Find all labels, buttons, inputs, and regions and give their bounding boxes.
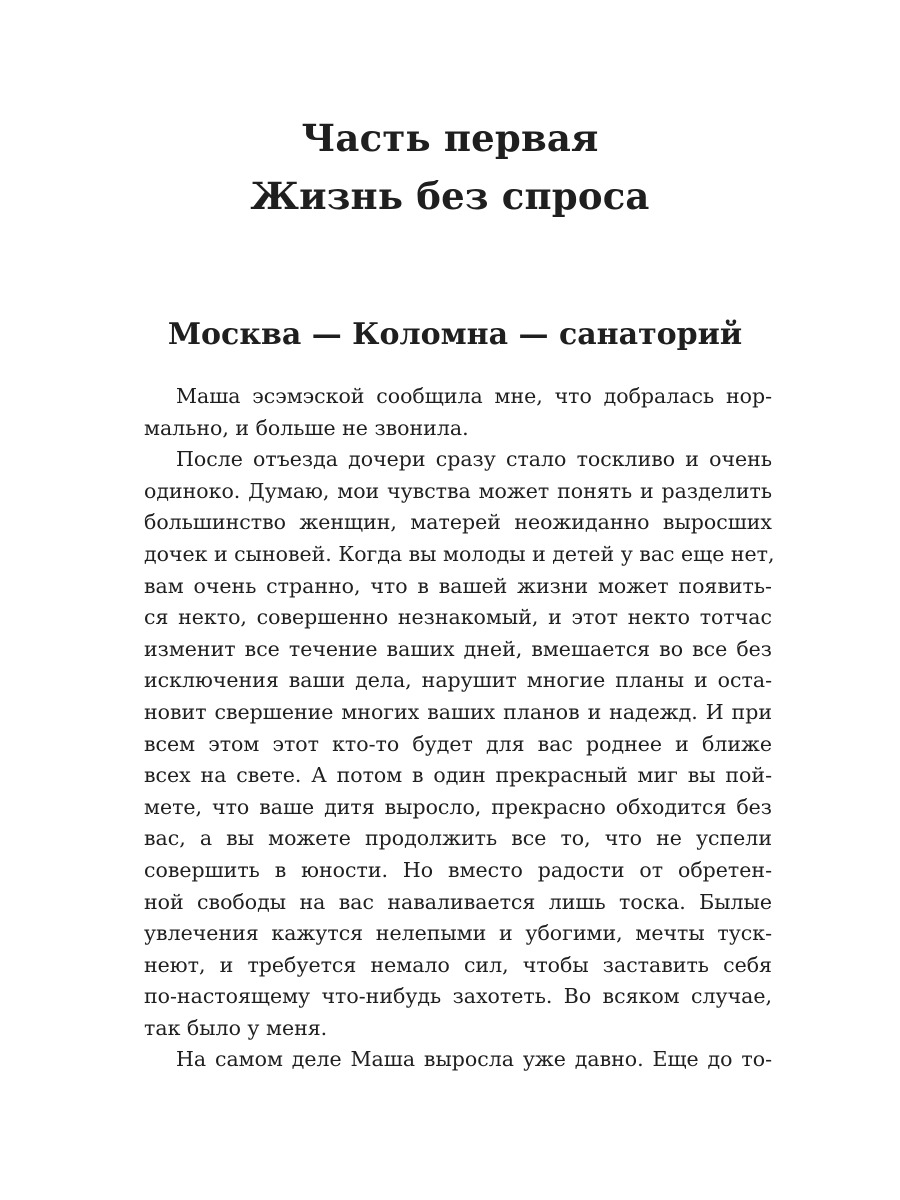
text-line: На самом деле Маша выросла уже давно. Еще до то- [176,1047,772,1072]
text-line: Маша эсэмэской сообщила мне, что добралась нор- [176,384,772,408]
text-line: После отъезда дочери сразу стало тоскливо и очень [176,447,772,472]
text-line: большинство женщин, матерей неожиданно выросших [144,510,772,535]
chapter-title: Москва — Коломна — санаторий [167,317,743,352]
part-subtitle: Жизнь без спроса [250,174,650,218]
body-text [144,381,775,1076]
text-line: неют, и требуется немало сил, чтобы заставить себя [144,952,772,977]
text-line: вас, а вы можете продолжить все то, что не успели [144,826,772,851]
text-line: так было у меня. [144,1015,328,1040]
text-line: совершить в юности. Но вместо радости от обретен- [144,857,772,882]
text-line: новит свершение многих ваших планов и надежд. И при [144,699,772,724]
text-line: по-настоящему что-нибудь захотеть. Во всяком случае, [144,984,772,1009]
text-line: исключения ваши дела, нарушит многие планы и оста- [144,668,772,693]
text-line: увлечения кажутся нелепыми и убогими, мечты туск- [144,921,772,946]
text-line: всем этом этот кто-то будет для вас роднее и ближе [144,731,772,756]
text-line: дочек и сыновей. Когда вы молоды и детей у вас еще нет, [144,541,775,566]
text-line: всех на свете. А потом в один прекрасный миг вы пой- [144,763,772,788]
text-line: мально, и больше не звонила. [144,415,469,440]
text-line: вам очень странно, что в вашей жизни может появить- [144,573,772,598]
text-line: изменит все течение ваших дней, вмешается во все без [144,636,772,661]
text-line: одиноко. Думаю, мои чувства может понять и разделить [144,478,772,503]
part-title: Часть первая [301,116,599,160]
text-line: мете, что ваше дитя выросло, прекрасно обходится без [144,794,772,819]
text-line: ной свободы на вас наваливается лишь тоска. Былые [144,889,772,914]
text-line: ся некто, совершенно незнакомый, и этот некто тотчас [144,605,772,630]
